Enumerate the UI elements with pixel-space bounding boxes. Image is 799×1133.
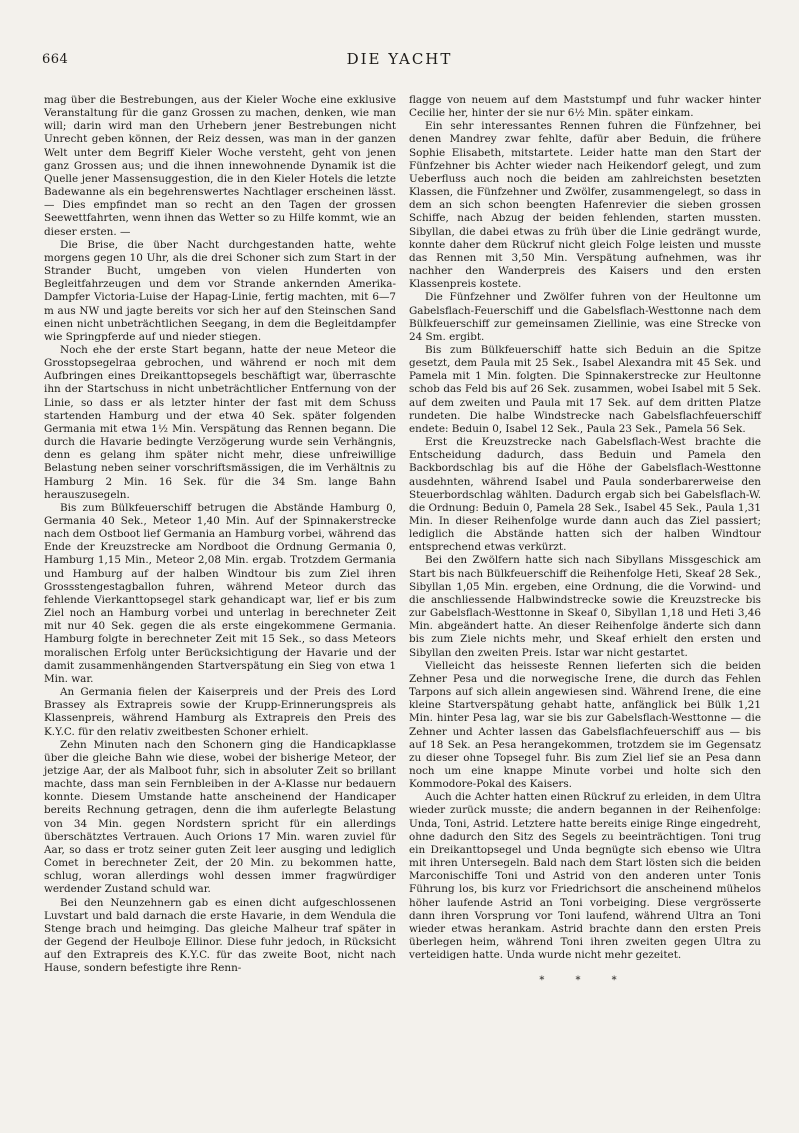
text-columns	[44, 94, 761, 1104]
paragraph: Noch ehe der erste Start begann, hatte der neue Meteor die Grosstopsegelraa gebrochen, und während er noch mit dem Aufbringen eines Dreikanttopsegels beschäftigt war, überraschte ihn der Startschuss in nicht unbeträchtlicher Entfernung von der Linie, so dass er als letzter hinter der fast mit dem Schuss startenden Hamburg und der etwa 40 Sek. später folgenden Germania mit etwa 1½ Min. Verspätung das Rennen begann. Die durch die Havarie bedingte Verzögerung wurde sein Verhängnis, denn es gelang ihm später nicht mehr, diese unfreiwillige Belastung neben seiner vorschriftsmässigen, die im Verhältnis zu Hamburg 2 Min. 16 Sek. für die 34 Sm. lange Bahn herauszusegeln.	[44, 343, 396, 501]
paragraph: Die Fünfzehner und Zwölfer fuhren von der Heultonne um Gabelsflach-Feuerschiff und die Gabelsflach-Westtonne nach dem Bülkfeuerschiff zur gemeinsamen Ziellinie, was eine Strecke von 24 Sm. ergibt.	[409, 291, 761, 343]
paragraph: Die Brise, die über Nacht durchgestanden hatte, wehte morgens gegen 10 Uhr, als die drei Schoner sich zum Start in der Strander Bucht, umgeben von vielen Hunderten von Begleitfahrzeugen und dem vor Strande ankernden Amerika-Dampfer Victoria-Luise der Hapag-Linie, fertig machten, mit 6—7 m aus NW und jagte bereits vor sich her auf den Steinschen Sand einen nicht unbeträchtlichen Seegang, in dem die Begleitdampfer wie Springpferde auf und nieder stiegen.	[44, 238, 396, 343]
paragraph: flagge von neuem auf dem Maststumpf und fuhr wacker hinter Cecilie her, hinter der sie nur 6½ Min. später einkam.	[409, 94, 761, 120]
page-number: 664	[42, 52, 69, 67]
paragraph: Vielleicht das heisseste Rennen lieferten sich die beiden Zehner Pesa und die norwegische Irene, die durch das Fehlen Tarpons auf sich allein angewiesen sind. Während Irene, die eine kleine Startverspätung gehabt hatte, anfänglick bei Bülk 1,21 Min. hinter Pesa lag, war sie bis zur Gabelsflach-Westtonne — die Zehner und Achter lassen das Gabelsflachfeuerschiff aus — bis auf 18 Sek. an Pesa herangekommen, trotzdem sie im Gegensatz zu dieser ohne Topsegel fuhr. Bis zum Ziel lief sie an Pesa dann noch um eine knappe Minute vorbei und holte sich den Kommodore-Pokal des Kaisers.	[409, 659, 761, 791]
paragraph: Auch die Achter hatten einen Rückruf zu erleiden, in dem Ultra wieder zurück musste; die andern begannen in der Reihenfolge: Unda, Toni, Astrid. Letztere hatte bereits einige Ringe eingedreht, ohne dadurch den Sitz des Segels zu beeinträchtigen. Toni trug ein Dreikanttopsegel und Unda begnügte sich ebenso wie Ultra mit ihren Untersegeln. Bald nach dem Start lösten sich die beiden Marconischiffe Toni und Astrid von den anderen unter Tonis Führung los, bis kurz vor Friedrichsort die anscheinend mühelos höher laufende Astrid an Toni vorbeiging. Diese vergrösserte dann ihren Vorsprung vor Toni laufend, während Ultra an Toni wieder etwas herankam. Astrid brachte dann den ersten Preis überlegen heim, während Toni ihren zweiten gegen Ultra zu verteidigen hatte. Unda wurde nicht mehr gezeitet.	[409, 791, 761, 962]
paragraph: Bei den Zwölfern hatte sich nach Sibyllans Missgeschick am Start bis nach Bülkfeuerschiff die Reihenfolge Heti, Skeaf 28 Sek., Sibyllan 1,05 Min. ergeben, eine Ordnung, die die Vorwind- und die anschliessende Halbwindstrecke sowie die Kreuzstrecke bis zur Gabelsflach-Westtonne in Skeaf 0, Sibyllan 1,18 und Heti 3,46 Min. abgeändert hatte. An dieser Reihenfolge änderte sich dann bis zum Ziele nichts mehr, und Skeaf erhielt den ersten und Sibyllan den zweiten Preis. Istar war nicht gestartet.	[409, 554, 761, 659]
paragraph: Bis zum Bülkfeuerschiff hatte sich Beduin an die Spitze gesetzt, dem Paula mit 25 Sek., Isabel Alexandra mit 45 Sek. und Pamela mit 1 Min. folgten. Die Spinnakerstrecke zur Heultonne schob das Feld bis auf 26 Sek. zusammen, wobei Isabel mit 5 Sek. auf dem zweiten und Paula mit 17 Sek. auf dem dritten Platze rundeten. Die halbe Windstrecke nach Gabelsflachfeuerschiff endete: Beduin 0, Isabel 12 Sek., Paula 23 Sek., Pamela 56 Sek.	[409, 343, 761, 435]
left-column	[44, 94, 396, 1104]
running-head: DIE YACHT	[346, 50, 453, 68]
paragraph: mag über die Bestrebungen, aus der Kieler Woche eine exklusive Veranstaltung für die ganz Grossen zu machen, denken, wie man will; darin wird man den Urhebern jener Bestrebungen nicht Unrecht geben können, der Reiz dessen, was man in der ganzen Welt unter dem Begriff Kieler Woche versteht, geht von jenen ganz Grossen aus; und die ihnen innewohnende Dynamik ist die Quelle jener Massensuggestion, die in den Kieler Hotels die letzte Badewanne als ein begehrenswertes Nachtlager erscheinen lässt. — Dies empfindet man so recht an den Tagen der grossen Seewettfahrten, wenn ihnen das Wetter so zu Hilfe kommt, wie an dieser ersten. —	[44, 94, 396, 238]
section-ornament: * * *	[539, 975, 631, 987]
paragraph: Bis zum Bülkfeuerschiff betrugen die Abstände Hamburg 0, Germania 40 Sek., Meteor 1,40 Min. Auf der Spinnakerstrecke nach dem Ostboot lief Germania an Hamburg vorbei, während das Ende der Kreuzstrecke am Nordboot die Ordnung Germania 0, Hamburg 1,15 Min., Meteor 2,08 Min. ergab. Trotzdem Germania und Hamburg auf der halben Windtour bis zum Ziel ihren Grossstengestagballon fuhren, während Meteor durch das fehlende Vierkanttopsegel stark gehandicapt war, lief er bis zum Ziel noch an Hamburg vorbei und unterlag in berechneter Zeit mit nur 40 Sek. gegen die als erste eingekommene Germania. Hamburg folgte in berechneter Zeit mit 15 Sek., so dass Meteors moralischen Erfolg unter Berücksichtigung der Havarie und der damit zusammenhängenden Startverspätung ein Sieg von etwa 1 Min. war.	[44, 501, 396, 685]
paragraph: Bei den Neunzehnern gab es einen dicht aufgeschlossenen Luvstart und bald darnach die erste Havarie, in dem Wendula die Stenge brach und heimging. Das gleiche Malheur traf später in der Gegend der Heulboje Ellinor. Diese fuhr jedoch, in Rücksicht auf den Extrapreis des K.Y.C. für das zweite Boot, nicht nach Hause, sondern befestigte ihre Renn-	[44, 896, 396, 975]
right-column	[409, 94, 761, 1104]
paragraph: Zehn Minuten nach den Schonern ging die Handicapklasse über die gleiche Bahn wie diese, wobei der bisherige Meteor, der jetzige Aar, der als Malboot fuhr, sich in absoluter Zeit so brillant machte, dass man sein Fernbleiben in der A-Klasse nur bedauern konnte. Diesem Umstande hatte anscheinend der Handicaper bereits Rechnung getragen, denn die ihm auferlegte Belastung von 34 Min. gegen Nordstern spricht für ein allerdings überschätztes Vertrauen. Auch Orions 17 Min. waren zuviel für Aar, so dass er trotz seiner guten Zeit leer ausging und lediglich Comet in berechneter Zeit, der 20 Min. zu bekommen hatte, schlug, woran allerdings wohl dessen immer fragwürdiger werdender Zustand schuld war.	[44, 738, 396, 896]
paragraph: Erst die Kreuzstrecke nach Gabelsflach-West brachte die Entscheidung dadurch, dass Beduin und Pamela den Backbordschlag bis auf die Höhe der Gabelsflach-Westtonne ausdehnten, während Isabel und Paula sonderbarerweise den Steuerbordschlag wählten. Dadurch ergab sich bei Gabelsflach-W. die Ordnung: Beduin 0, Pamela 28 Sek., Isabel 45 Sek., Paula 1,31 Min. In dieser Reihenfolge wurde dann auch das Ziel passiert; lediglich die Abstände hatten sich der halben Windtour entsprechend etwas verkürzt.	[409, 436, 761, 554]
paragraph: An Germania fielen der Kaiserpreis und der Preis des Lord Brassey als Extrapreis sowie der Krupp-Erinnerungspreis als Klassenpreis, während Hamburg als Extrapreis den Preis des K.Y.C. für den relativ zweitbesten Schoner erhielt.	[44, 686, 396, 738]
paragraph: Ein sehr interessantes Rennen fuhren die Fünfzehner, bei denen Mandrey zwar fehlte, dafür aber Beduin, die frühere Sophie Elisabeth, mitstartete. Leider hatte man den Start der Fünfzehner bis Achter wieder nach Heikendorf gelegt, und zum Ueberfluss auch noch die beiden am zahlreichsten besetzten Klassen, die Fünfzehner und Zwölfer, zusammengelegt, so dass in dem an sich schon beengten Hafenrevier die sieben grossen Schiffe, nach Abzug der beiden fehlenden, starten mussten. Sibyllan, die dabei etwas zu früh über die Linie gedrängt wurde, konnte daher dem Rückruf nicht gleich Folge leisten und musste das Rennen mit 3,50 Min. Verspätung aufnehmen, was ihr nachher den Wanderpreis des Kaisers und den ersten Klassenpreis kostete.	[409, 120, 761, 291]
